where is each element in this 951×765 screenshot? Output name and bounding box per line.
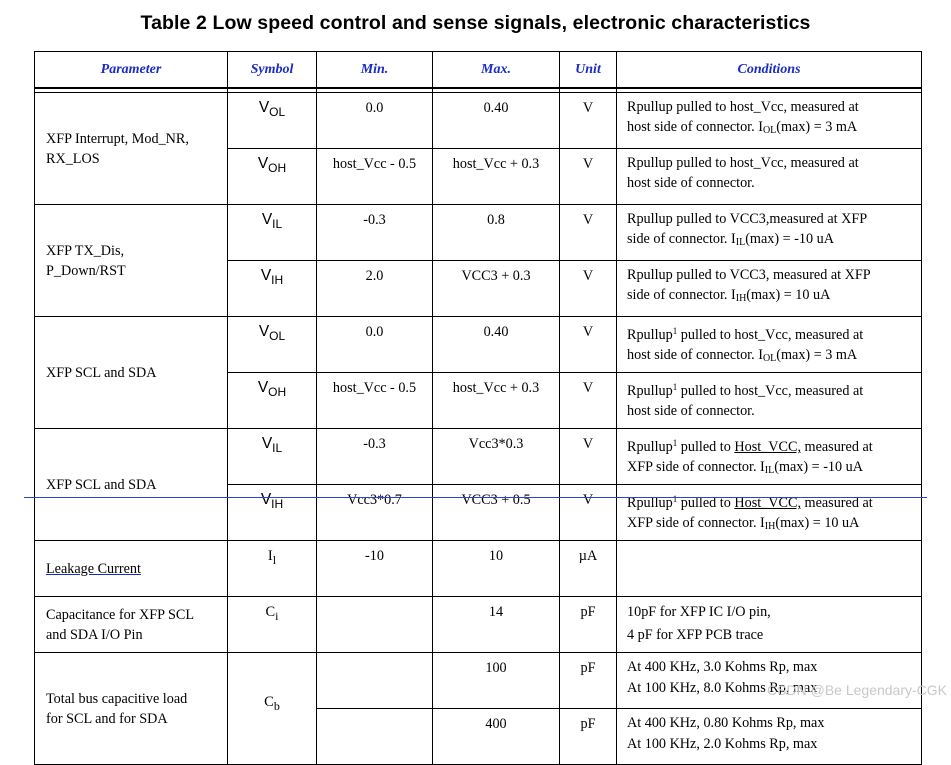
characteristics-table	[34, 51, 922, 765]
max-cell: 0.40	[433, 317, 560, 373]
max-cell: VCC3 + 0.5	[433, 485, 560, 541]
watermark: CSDN @Be Legendary-CGK	[767, 682, 947, 698]
min-cell: 0.0	[317, 93, 433, 149]
max-cell: host_Vcc + 0.3	[433, 373, 560, 429]
max-cell: 0.40	[433, 93, 560, 149]
conditions-cell: 10pF for XFP IC I/O pin, 4 pF for XFP PCB trace	[617, 597, 922, 653]
symbol-cell: $V_{OL}$	[228, 317, 317, 373]
header-max: Max.	[433, 52, 560, 89]
symbol-cell: $V_{IH}$	[228, 261, 317, 317]
unit-cell: pF	[560, 597, 617, 653]
table-row	[35, 317, 922, 373]
min-cell	[317, 653, 433, 709]
symbol-cell: $I_l$	[228, 541, 317, 597]
unit-cell: pF	[560, 709, 617, 765]
header-unit: Unit	[560, 52, 617, 89]
blue-annotation-line	[24, 497, 927, 498]
header-symbol: Symbol	[228, 52, 317, 89]
unit-cell: µA	[560, 541, 617, 597]
symbol-cell: $V_{OL}$	[228, 93, 317, 149]
table-title: Table 2 Low speed control and sense signals, electronic characteristics	[140, 12, 811, 34]
max-cell: 100	[433, 653, 560, 709]
unit-cell: V	[560, 317, 617, 373]
unit-cell: V	[560, 205, 617, 261]
max-cell: 0.8	[433, 205, 560, 261]
table-row	[35, 597, 922, 653]
table-row	[35, 429, 922, 485]
parameter-cell: XFP SCL and SDA	[35, 429, 228, 541]
conditions-cell	[617, 541, 922, 597]
table-row	[35, 541, 922, 597]
min-cell: 0.0	[317, 317, 433, 373]
symbol-cell: $C_b$	[228, 653, 317, 765]
conditions-cell: Rpullup pulled to VCC3, measured at XFP side of connector. $I_{IH}(\max) = 10$ uA	[617, 261, 922, 317]
max-cell: host_Vcc + 0.3	[433, 149, 560, 205]
min-cell: Vcc3*0.7	[317, 485, 433, 541]
table-row	[35, 93, 922, 149]
parameter-cell: XFP Interrupt, Mod_NR, RX_LOS	[35, 93, 228, 205]
symbol-cell: $V_{IH}$	[228, 485, 317, 541]
symbol-cell: $V_{IL}$	[228, 429, 317, 485]
max-cell: 14	[433, 597, 560, 653]
min-cell	[317, 597, 433, 653]
parameter-cell: Leakage Current	[35, 541, 228, 597]
conditions-cell: Rpullup pulled to VCC3,measured at XFP side of connector. $I_{IL}(\max) = -10$ uA	[617, 205, 922, 261]
conditions-cell: Rpullup$^1$ pulled to Host_VCC, measured at XFP side of connector. $I_{IH}(\max) = 10$ uA	[617, 485, 922, 541]
max-cell: VCC3 + 0.3	[433, 261, 560, 317]
header-min: Min.	[317, 52, 433, 89]
min-cell	[317, 709, 433, 765]
symbol-cell: $C_i$	[228, 597, 317, 653]
parameter-cell: Capacitance for XFP SCL and SDA I/O Pin	[35, 597, 228, 653]
min-cell: host_Vcc - 0.5	[317, 149, 433, 205]
unit-cell: V	[560, 485, 617, 541]
parameter-cell: XFP TX_Dis, P_Down/RST	[35, 205, 228, 317]
symbol-cell: $V_{IL}$	[228, 205, 317, 261]
parameter-cell: Total bus capacitive load for SCL and for SDA	[35, 653, 228, 765]
unit-cell: V	[560, 261, 617, 317]
conditions-cell: Rpullup pulled to host_Vcc, measured at host side of connector.	[617, 149, 922, 205]
conditions-cell: Rpullup$^1$ pulled to Host_VCC, measured at XFP side of connector. $I_{IL}(\max) = -10$ uA	[617, 429, 922, 485]
header-row	[35, 52, 922, 89]
min-cell: -10	[317, 541, 433, 597]
unit-cell: V	[560, 93, 617, 149]
max-cell: 10	[433, 541, 560, 597]
unit-cell: V	[560, 429, 617, 485]
parameter-cell: XFP SCL and SDA	[35, 317, 228, 429]
symbol-cell: $V_{OH}$	[228, 373, 317, 429]
conditions-cell: Rpullup$^1$ pulled to host_Vcc, measured at host side of connector. $I_{OL}(\max) = 3$ mA	[617, 317, 922, 373]
unit-cell: V	[560, 149, 617, 205]
unit-cell: V	[560, 373, 617, 429]
table-row	[35, 205, 922, 261]
conditions-cell: At 400 KHz, 3.0 Kohms Rp, max At 100 KHz, 8.0 Kohms Rp, max	[617, 653, 922, 709]
max-cell: 400	[433, 709, 560, 765]
conditions-cell: Rpullup pulled to host_Vcc, measured at host side of connector. $I_{OL}(\max) = 3$ mA	[617, 93, 922, 149]
header-conditions: Conditions	[617, 52, 922, 89]
conditions-cell: At 400 KHz, 0.80 Kohms Rp, max At 100 KHz, 2.0 Kohms Rp, max	[617, 709, 922, 765]
min-cell: host_Vcc - 0.5	[317, 373, 433, 429]
header-parameter: Parameter	[35, 52, 228, 89]
unit-cell: pF	[560, 653, 617, 709]
min-cell: 2.0	[317, 261, 433, 317]
min-cell: -0.3	[317, 205, 433, 261]
table-row	[35, 653, 922, 709]
min-cell: -0.3	[317, 429, 433, 485]
max-cell: Vcc3*0.3	[433, 429, 560, 485]
symbol-cell: $V_{OH}$	[228, 149, 317, 205]
conditions-cell: Rpullup$^1$ pulled to host_Vcc, measured at host side of connector.	[617, 373, 922, 429]
